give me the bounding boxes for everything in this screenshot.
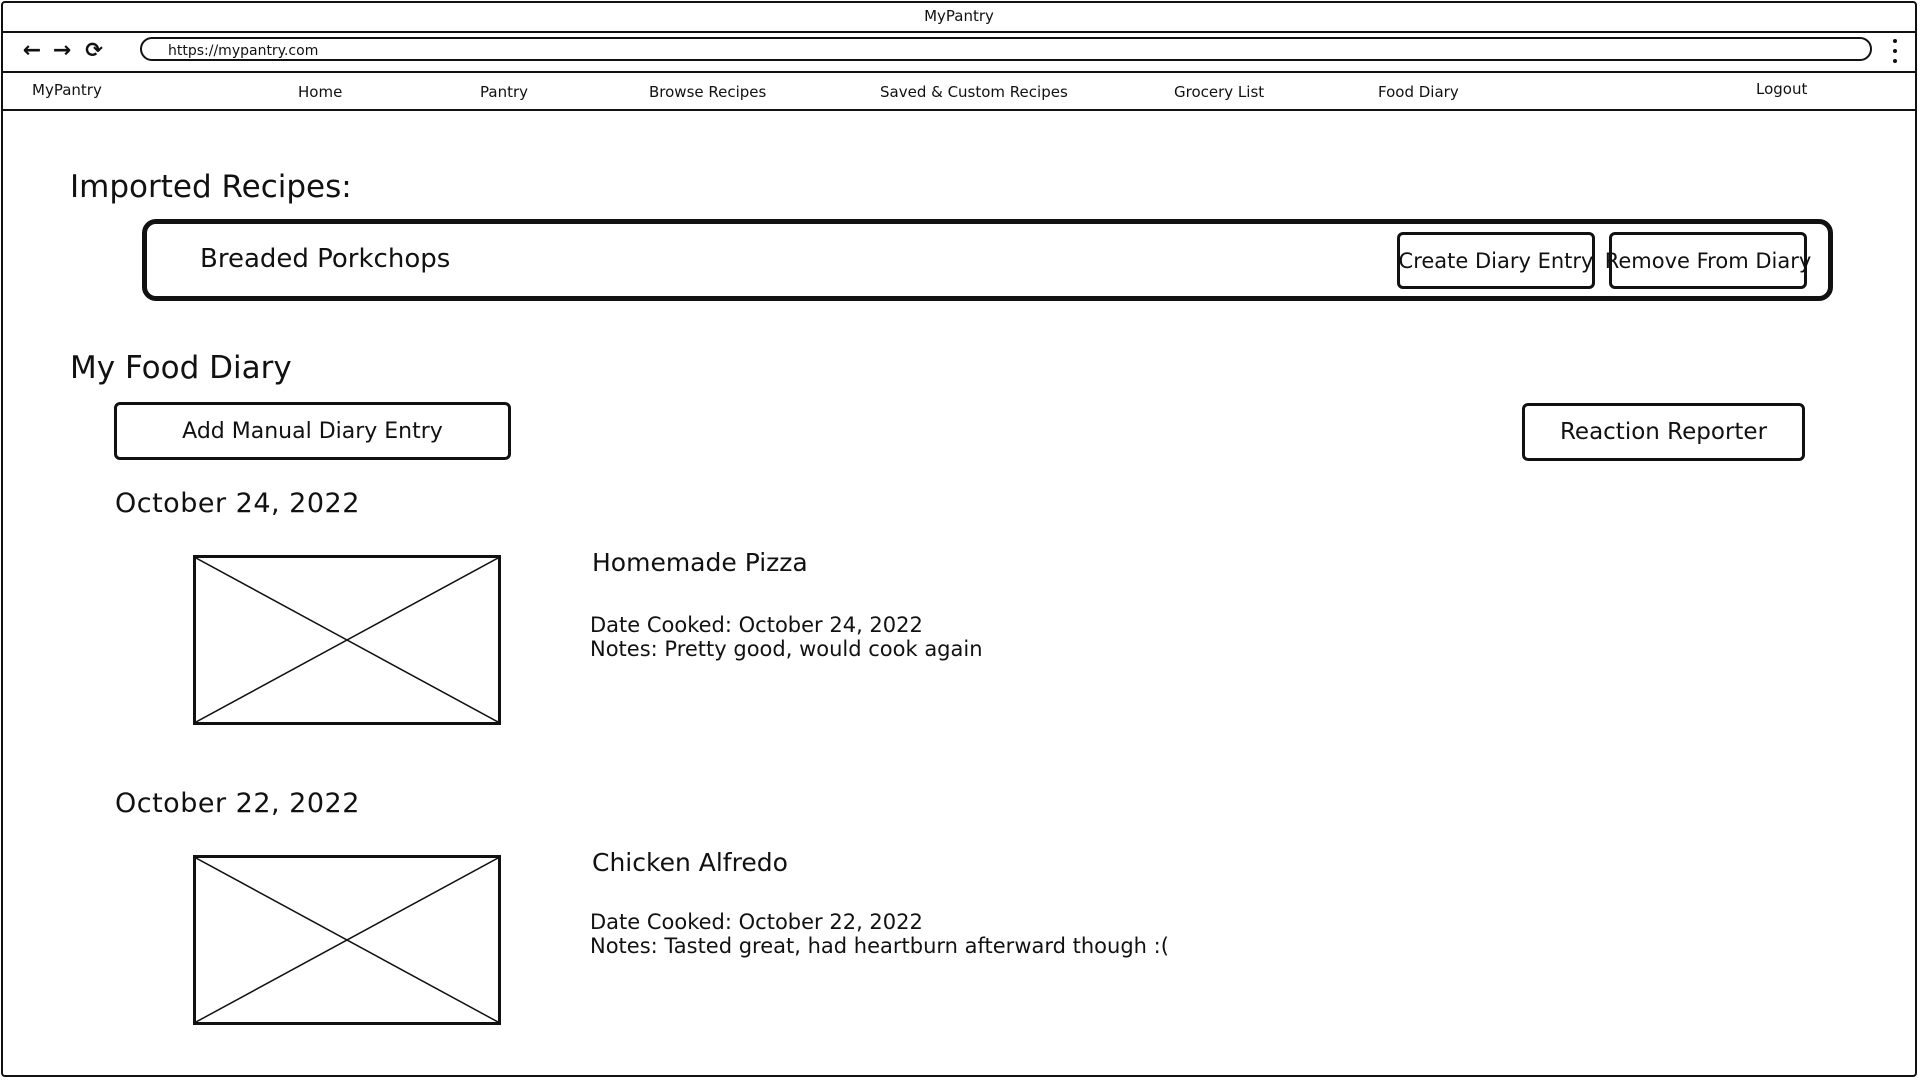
remove-from-diary-button[interactable]: Remove From Diary: [1609, 232, 1807, 289]
address-bar-row: [3, 31, 1915, 73]
window-title: MyPantry: [3, 3, 1915, 33]
reaction-reporter-button[interactable]: Reaction Reporter: [1522, 403, 1805, 461]
diary-notes: Notes: Pretty good, would cook again: [590, 637, 983, 661]
nav-food-diary[interactable]: Food Diary: [1378, 83, 1459, 101]
image-placeholder: [193, 555, 501, 725]
date-cooked: Date Cooked: October 22, 2022: [590, 910, 923, 934]
nav-browse-recipes[interactable]: Browse Recipes: [649, 83, 767, 101]
food-diary-heading: My Food Diary: [70, 350, 292, 386]
create-diary-entry-button[interactable]: Create Diary Entry: [1397, 232, 1595, 289]
diary-date-heading: October 22, 2022: [115, 788, 360, 819]
nav-grocery-list[interactable]: Grocery List: [1174, 83, 1265, 101]
diary-entry-title: Chicken Alfredo: [592, 848, 788, 877]
nav-pantry[interactable]: Pantry: [480, 83, 528, 101]
browser-window: [1, 1, 1917, 1077]
reload-icon[interactable]: ⟳: [85, 38, 103, 62]
forward-arrow-icon[interactable]: →: [52, 37, 72, 63]
logout-link[interactable]: Logout: [1756, 80, 1808, 98]
diary-date-heading: October 24, 2022: [115, 488, 360, 519]
imported-recipes-heading: Imported Recipes:: [70, 169, 352, 205]
diary-entry-title: Homemade Pizza: [592, 548, 808, 577]
more-menu-icon[interactable]: [1891, 39, 1899, 63]
url-input[interactable]: https://mypantry.com: [140, 37, 1872, 61]
main-nav: [3, 73, 1915, 111]
brand-logo[interactable]: MyPantry: [32, 81, 102, 99]
imported-recipe-title: Breaded Porkchops: [200, 244, 451, 274]
image-placeholder: [193, 855, 501, 1025]
nav-saved-custom-recipes[interactable]: Saved & Custom Recipes: [880, 83, 1068, 101]
nav-home[interactable]: Home: [298, 83, 343, 101]
back-arrow-icon[interactable]: ←: [22, 37, 42, 63]
date-cooked: Date Cooked: October 24, 2022: [590, 613, 923, 637]
add-manual-diary-entry-button[interactable]: Add Manual Diary Entry: [114, 402, 511, 460]
imported-recipe-card: [142, 219, 1833, 301]
diary-notes: Notes: Tasted great, had heartburn afterward though :(: [590, 934, 1169, 958]
